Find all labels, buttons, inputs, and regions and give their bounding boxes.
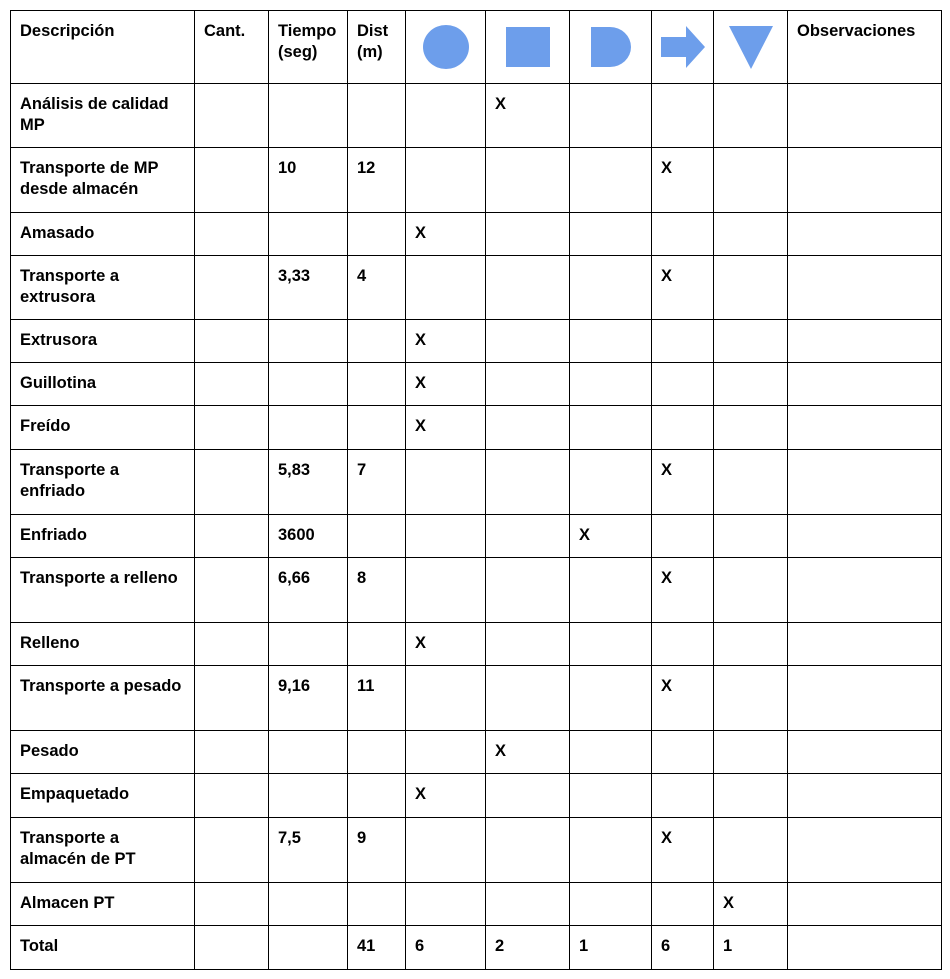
cell-storage — [714, 515, 788, 558]
cell-inspection: X — [486, 731, 570, 774]
cell-transport — [652, 883, 714, 926]
cell-tiempo: 9,16 — [269, 666, 348, 731]
cell-observaciones — [788, 818, 942, 883]
cell-observaciones — [788, 558, 942, 623]
cell-cant — [195, 450, 269, 515]
cell-dist — [348, 883, 406, 926]
header-cant: Cant. — [195, 11, 269, 84]
inspection-symbol-header — [486, 11, 570, 84]
cell-dist: 11 — [348, 666, 406, 731]
cell-operation — [406, 148, 486, 213]
cell-observaciones — [788, 256, 942, 320]
cell-storage — [714, 731, 788, 774]
cell-descripcion: Guillotina — [11, 363, 195, 406]
table-row — [11, 84, 942, 148]
cell-dist: 12 — [348, 148, 406, 213]
cell-tiempo — [269, 363, 348, 406]
cell-delay — [570, 883, 652, 926]
cell-storage — [714, 450, 788, 515]
cell-storage — [714, 774, 788, 818]
table-row — [11, 558, 942, 623]
cell-storage — [714, 363, 788, 406]
cell-inspection — [486, 148, 570, 213]
table-row — [11, 818, 942, 883]
table-row — [11, 213, 942, 256]
table-row — [11, 256, 942, 320]
cell-storage — [714, 84, 788, 148]
cell-storage: X — [714, 883, 788, 926]
cell-dist — [348, 774, 406, 818]
cell-transport: X — [652, 818, 714, 883]
cell-operation — [406, 558, 486, 623]
table-row — [11, 515, 942, 558]
cell-inspection — [486, 450, 570, 515]
cell-operation — [406, 731, 486, 774]
cell-descripcion: Transporte a relleno — [11, 558, 195, 623]
cell-descripcion: Total — [11, 926, 195, 970]
cell-operation — [406, 450, 486, 515]
cell-tiempo — [269, 731, 348, 774]
cell-tiempo: 3,33 — [269, 256, 348, 320]
header-observaciones: Observaciones — [788, 11, 942, 84]
cell-descripcion: Transporte de MP desde almacén — [11, 148, 195, 213]
cell-dist — [348, 731, 406, 774]
cell-delay — [570, 450, 652, 515]
cell-inspection — [486, 666, 570, 731]
cell-cant — [195, 363, 269, 406]
table-row — [11, 363, 942, 406]
cell-tiempo: 7,5 — [269, 818, 348, 883]
cell-dist — [348, 515, 406, 558]
cell-observaciones — [788, 883, 942, 926]
cell-descripcion: Transporte a enfriado — [11, 450, 195, 515]
cell-operation — [406, 84, 486, 148]
cell-delay — [570, 558, 652, 623]
cell-storage — [714, 406, 788, 450]
cell-inspection — [486, 515, 570, 558]
cell-delay — [570, 84, 652, 148]
cell-operation: X — [406, 406, 486, 450]
square-icon — [505, 26, 551, 68]
cell-inspection — [486, 320, 570, 363]
cell-delay — [570, 213, 652, 256]
storage-symbol-header — [714, 11, 788, 84]
cell-observaciones — [788, 84, 942, 148]
triangle-down-icon — [728, 24, 774, 70]
transport-symbol-header — [652, 11, 714, 84]
cell-tiempo — [269, 623, 348, 666]
cell-descripcion: Transporte a pesado — [11, 666, 195, 731]
cell-tiempo: 5,83 — [269, 450, 348, 515]
cell-tiempo — [269, 926, 348, 970]
cell-descripcion: Relleno — [11, 623, 195, 666]
table-row — [11, 731, 942, 774]
cell-tiempo — [269, 774, 348, 818]
cell-storage — [714, 666, 788, 731]
process-rows — [11, 84, 942, 970]
cell-operation: 6 — [406, 926, 486, 970]
cell-tiempo — [269, 84, 348, 148]
cell-operation — [406, 818, 486, 883]
cell-storage — [714, 818, 788, 883]
cell-tiempo: 6,66 — [269, 558, 348, 623]
operation-symbol-header — [406, 11, 486, 84]
cell-dist — [348, 213, 406, 256]
cell-descripcion: Extrusora — [11, 320, 195, 363]
cell-cant — [195, 213, 269, 256]
cell-delay — [570, 320, 652, 363]
cell-operation: X — [406, 213, 486, 256]
cell-dist: 41 — [348, 926, 406, 970]
cell-cant — [195, 623, 269, 666]
cell-cant — [195, 84, 269, 148]
process-table — [10, 10, 942, 970]
cell-transport — [652, 731, 714, 774]
cell-transport — [652, 84, 714, 148]
cell-cant — [195, 731, 269, 774]
cell-operation: X — [406, 623, 486, 666]
cell-storage — [714, 213, 788, 256]
cell-inspection — [486, 623, 570, 666]
cell-inspection: 2 — [486, 926, 570, 970]
total-row — [11, 926, 942, 970]
cell-observaciones — [788, 731, 942, 774]
cell-observaciones — [788, 450, 942, 515]
cell-cant — [195, 148, 269, 213]
table-row — [11, 774, 942, 818]
cell-delay: 1 — [570, 926, 652, 970]
cell-inspection: X — [486, 84, 570, 148]
cell-operation: X — [406, 774, 486, 818]
cell-inspection — [486, 363, 570, 406]
cell-delay — [570, 148, 652, 213]
cell-cant — [195, 320, 269, 363]
table-row — [11, 320, 942, 363]
cell-inspection — [486, 256, 570, 320]
cell-delay — [570, 256, 652, 320]
cell-transport: X — [652, 148, 714, 213]
cell-transport — [652, 515, 714, 558]
cell-transport: X — [652, 450, 714, 515]
d-shape-icon — [590, 26, 632, 68]
cell-transport — [652, 320, 714, 363]
cell-transport — [652, 363, 714, 406]
cell-tiempo — [269, 883, 348, 926]
cell-dist: 9 — [348, 818, 406, 883]
cell-descripcion: Transporte a extrusora — [11, 256, 195, 320]
cell-delay — [570, 731, 652, 774]
cell-inspection — [486, 818, 570, 883]
cell-observaciones — [788, 406, 942, 450]
cell-storage — [714, 320, 788, 363]
cell-transport: 6 — [652, 926, 714, 970]
cell-cant — [195, 774, 269, 818]
table-row — [11, 406, 942, 450]
cell-descripcion: Almacen PT — [11, 883, 195, 926]
cell-dist: 7 — [348, 450, 406, 515]
cell-inspection — [486, 558, 570, 623]
header-row — [11, 11, 942, 84]
cell-delay — [570, 623, 652, 666]
cell-dist — [348, 623, 406, 666]
cell-observaciones — [788, 515, 942, 558]
cell-tiempo — [269, 320, 348, 363]
cell-descripcion: Amasado — [11, 213, 195, 256]
cell-transport — [652, 213, 714, 256]
cell-dist: 4 — [348, 256, 406, 320]
cell-descripcion: Empaquetado — [11, 774, 195, 818]
table-row — [11, 148, 942, 213]
header-dist: Dist (m) — [348, 11, 406, 84]
cell-cant — [195, 883, 269, 926]
cell-delay — [570, 774, 652, 818]
cell-operation — [406, 515, 486, 558]
cell-storage: 1 — [714, 926, 788, 970]
cell-delay — [570, 666, 652, 731]
cell-cant — [195, 558, 269, 623]
cell-dist — [348, 363, 406, 406]
cell-inspection — [486, 406, 570, 450]
cell-tiempo: 10 — [269, 148, 348, 213]
circle-icon — [421, 24, 471, 70]
cell-delay — [570, 363, 652, 406]
cell-delay — [570, 818, 652, 883]
cell-operation — [406, 666, 486, 731]
cell-transport — [652, 406, 714, 450]
cell-observaciones — [788, 926, 942, 970]
cell-observaciones — [788, 666, 942, 731]
cell-transport — [652, 623, 714, 666]
cell-descripcion: Enfriado — [11, 515, 195, 558]
cell-observaciones — [788, 213, 942, 256]
cell-delay — [570, 406, 652, 450]
header-descripcion: Descripción — [11, 11, 195, 84]
table-row — [11, 666, 942, 731]
header-tiempo: Tiempo (seg) — [269, 11, 348, 84]
cell-descripcion: Freído — [11, 406, 195, 450]
cell-observaciones — [788, 774, 942, 818]
cell-observaciones — [788, 363, 942, 406]
arrow-right-icon — [660, 25, 706, 69]
cell-tiempo: 3600 — [269, 515, 348, 558]
cell-tiempo — [269, 406, 348, 450]
cell-operation: X — [406, 320, 486, 363]
cell-storage — [714, 148, 788, 213]
cell-inspection — [486, 213, 570, 256]
cell-storage — [714, 558, 788, 623]
cell-transport — [652, 774, 714, 818]
cell-observaciones — [788, 148, 942, 213]
cell-transport: X — [652, 666, 714, 731]
cell-cant — [195, 818, 269, 883]
cell-cant — [195, 926, 269, 970]
table-row — [11, 450, 942, 515]
cell-dist: 8 — [348, 558, 406, 623]
cell-cant — [195, 515, 269, 558]
cell-observaciones — [788, 623, 942, 666]
cell-tiempo — [269, 213, 348, 256]
cell-operation: X — [406, 363, 486, 406]
cell-cant — [195, 406, 269, 450]
cell-operation — [406, 883, 486, 926]
cell-inspection — [486, 883, 570, 926]
table-row — [11, 883, 942, 926]
cell-delay: X — [570, 515, 652, 558]
cell-observaciones — [788, 320, 942, 363]
cell-descripcion: Pesado — [11, 731, 195, 774]
cell-operation — [406, 256, 486, 320]
cell-cant — [195, 666, 269, 731]
cell-descripcion: Transporte a almacén de PT — [11, 818, 195, 883]
cell-cant — [195, 256, 269, 320]
delay-symbol-header — [570, 11, 652, 84]
cell-transport: X — [652, 256, 714, 320]
cell-descripcion: Análisis de calidad MP — [11, 84, 195, 148]
cell-transport: X — [652, 558, 714, 623]
cell-dist — [348, 406, 406, 450]
cell-dist — [348, 320, 406, 363]
table-row — [11, 623, 942, 666]
cell-dist — [348, 84, 406, 148]
cell-storage — [714, 623, 788, 666]
cell-inspection — [486, 774, 570, 818]
cell-storage — [714, 256, 788, 320]
